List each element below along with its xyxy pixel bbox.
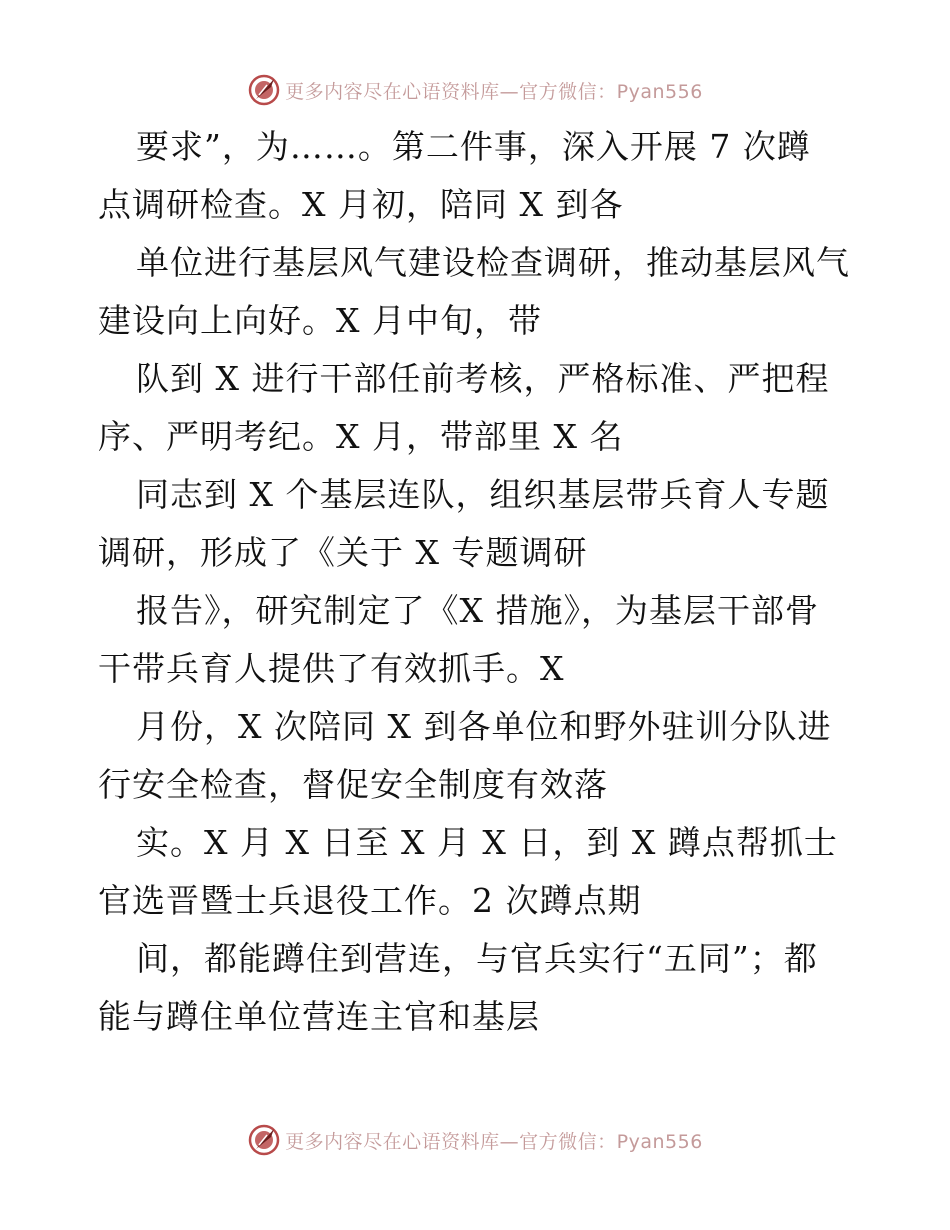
text-line: 同志到 X 个基层连队，组织基层带兵育人专题 xyxy=(136,475,830,514)
text-line: 官选晋暨士兵退役工作。2 次蹲点期 xyxy=(98,881,642,920)
quill-logo-icon xyxy=(247,1123,281,1157)
text-line: 能与蹲住单位营连主官和基层 xyxy=(98,997,540,1036)
watermark-text: 更多内容尽在心语资料库—官方微信：Pyan556 xyxy=(285,1130,703,1153)
text-line: 实。X 月 X 日至 X 月 X 日，到 X 蹲点帮抓士 xyxy=(136,823,838,862)
text-line: 月份，X 次陪同 X 到各单位和野外驻训分队进 xyxy=(136,707,832,746)
text-line: 建设向上向好。X 月中旬，带 xyxy=(98,301,542,340)
text-line: 行安全检查，督促安全制度有效落 xyxy=(98,765,608,804)
text-line: 调研，形成了《关于 X 专题调研 xyxy=(98,533,588,572)
document-body xyxy=(98,118,858,1046)
text-line: 报告》，研究制定了《X 措施》，为基层干部骨 xyxy=(136,591,819,630)
text-line: 干带兵育人提供了有效抓手。X xyxy=(98,649,565,688)
text-line: 间，都能蹲住到营连，与官兵实行“五同”；都 xyxy=(136,939,818,978)
watermark-text: 更多内容尽在心语资料库—官方微信：Pyan556 xyxy=(285,80,703,103)
quill-logo-icon xyxy=(247,73,281,107)
text-line: 点调研检查。X 月初，陪同 X 到各 xyxy=(98,185,624,224)
footer-watermark xyxy=(0,1122,950,1158)
text-line: 单位进行基层风气建设检查调研，推动基层风气 xyxy=(136,243,850,282)
text-line: 队到 X 进行干部任前考核，严格标准、严把程 xyxy=(136,359,830,398)
text-line: 序、严明考纪。X 月，带部里 X 名 xyxy=(98,417,624,456)
header-watermark xyxy=(0,72,950,108)
text-line: 要求”，为……。第二件事，深入开展 7 次蹲 xyxy=(136,127,811,166)
